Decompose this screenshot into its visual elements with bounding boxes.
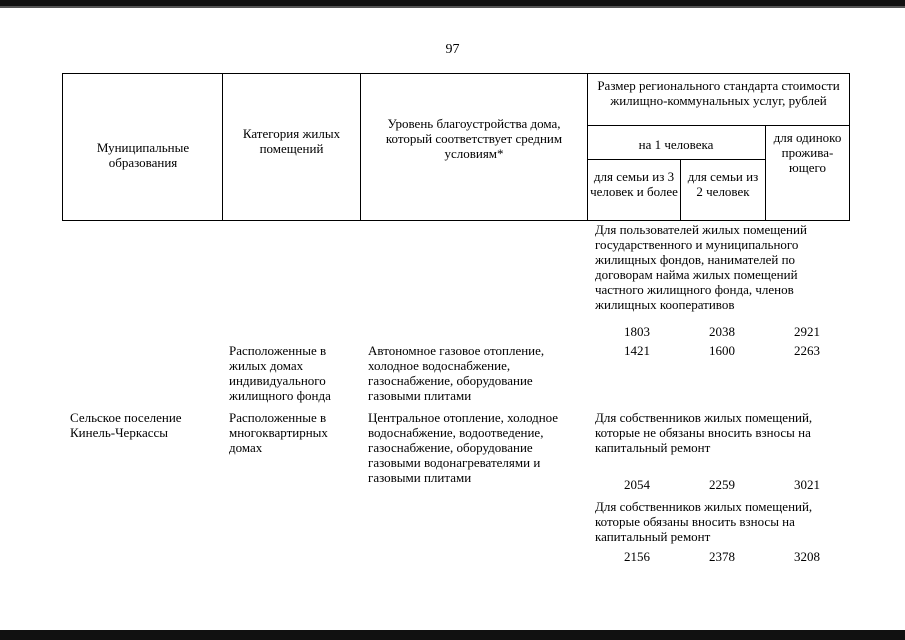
header-divider-1 <box>222 73 223 221</box>
header-single: для одиноко прожива-ющего <box>773 130 842 175</box>
row4-family2: 2378 <box>709 549 735 564</box>
row4-family3: 2156 <box>624 549 650 564</box>
category-apartment: Расположенные в многоквартирных домах <box>229 410 328 455</box>
header-divider-5 <box>680 159 681 221</box>
header-divider-3 <box>587 73 588 221</box>
header-per-person: на 1 человека <box>638 137 714 152</box>
row1-single: 2921 <box>794 324 820 339</box>
header-standard-group: Размер регионального стандарта стоимости жилищно-коммунальных услуг, рублей <box>597 78 840 108</box>
section-owners-not-obliged: Для собственников жилых помещений, которые не обязаны вносить взносы на капитальный ремонт <box>595 410 813 455</box>
header-municipality: Муниципальные образования <box>96 140 190 170</box>
municipality-name: Сельское поселение Кинель-Черкассы <box>70 410 182 440</box>
row3-family2: 2259 <box>709 477 735 492</box>
page-number: 97 <box>445 42 460 57</box>
header-level: Уровень благоустройства дома, который соответствует средним условиям* <box>385 116 563 161</box>
row3-single: 3021 <box>794 477 820 492</box>
header-family2: для семьи из 2 человек <box>687 169 759 199</box>
row2-single: 2263 <box>794 343 820 358</box>
top-border-line <box>0 6 905 8</box>
header-hline-2 <box>587 159 765 160</box>
header-category: Категория жилых помещений <box>242 126 341 156</box>
header-hline-1 <box>587 125 850 126</box>
header-divider-4 <box>765 125 766 221</box>
section-users: Для пользователей жилых помещений государственного и муниципального жилищных фондов, нанимателей по договорам найма жилых помещений частного жилищного фонда, членов жилищных кооперативов <box>595 222 807 312</box>
section-owners-obliged: Для собственников жилых помещений, которые обязаны вносить взносы на капитальный ремонт <box>595 499 813 544</box>
bottom-border-bar <box>0 630 905 640</box>
level-autonomous-gas: Автономное газовое отопление, холодное водоснабжение, газоснабжение, оборудование газовыми плитами <box>368 343 545 403</box>
row3-family3: 2054 <box>624 477 650 492</box>
row1-family2: 2038 <box>709 324 735 339</box>
category-individual: Расположенные в жилых домах индивидуального жилищного фонда <box>229 343 331 403</box>
row4-single: 3208 <box>794 549 820 564</box>
row2-family2: 1600 <box>709 343 735 358</box>
row1-family3: 1803 <box>624 324 650 339</box>
header-family3: для семьи из 3 человек и более <box>590 169 678 199</box>
row2-family3: 1421 <box>624 343 650 358</box>
header-divider-2 <box>360 73 361 221</box>
level-central-heating: Центральное отопление, холодное водоснабжение, водоотведение, газоснабжение, оборудование газовыми водонагревателями и газовыми плитами <box>368 410 559 485</box>
